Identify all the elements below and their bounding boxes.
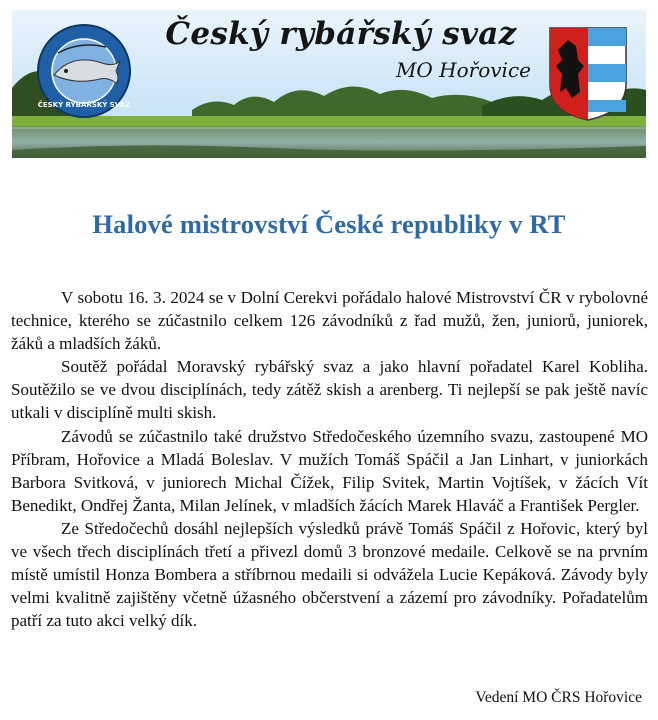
article-paragraph: Závodů se zúčastnilo také družstvo Středočeského územního svazu, zastoupené MO Příbram, Hořovice a Mladá Boleslav. V mužích Tomáš Spáčil a Jan Linhart, v juniorkách Barbora Svitková, v juniorech Michal Čížek, Filip Svitek, Martin Vojtíšek, v žácích Vít Benedikt, Ondřej Žanta, Milan Jelínek, v mladších žácích Marek Hlaváč a František Pergler. — [11, 426, 648, 515]
article-body — [11, 286, 648, 632]
article-paragraph: V sobotu 16. 3. 2024 se v Dolní Cerekvi pořádalo halové Mistrovství ČR v rybolovné technice, kterého se zúčastnilo celkem 126 závodníků z řad mužů, žen, juniorů, juniorek, žáků a mladších žáků. — [11, 288, 648, 354]
logo-text: ČESKÝ RYBÁŘSKÝ SVAZ — [37, 101, 131, 109]
header-banner — [12, 10, 646, 158]
signature: Vedení MO ČRS Hořovice — [475, 689, 642, 706]
organization-subtitle: MO Hořovice — [395, 58, 531, 82]
article-paragraph: Ze Středočechů dosáhl nejlepších výsledků právě Tomáš Spáčil z Hořovic, který byl ve všech třech disciplínách třetí a přivezl domů 3 bronzové medaile. Celkově se na prvním místě umístil Honza Bombera a stříbrnou medaili si odvážela Lucie Kepáková. Závody byly velmi kvalitně zajištěny včetně úžasného občerstvení a zázemí pro závodníky. Pořadatelům patří za tuto akci velký dík. — [11, 518, 648, 631]
horovice-coat-of-arms — [548, 26, 628, 122]
article-paragraph: Soutěž pořádal Moravský rybářský svaz a jako hlavní pořadatel Karel Kobliha. Soutěžilo se ve dvou disciplínách, tedy zátěž skish a arenberg. Ti nejlepší se pak ještě navíc utkali v disciplíně multi skish. — [11, 357, 648, 423]
article-heading: Halové mistrovství České republiky v RT — [92, 209, 566, 239]
organization-title: Český rybářský svaz — [165, 16, 517, 52]
